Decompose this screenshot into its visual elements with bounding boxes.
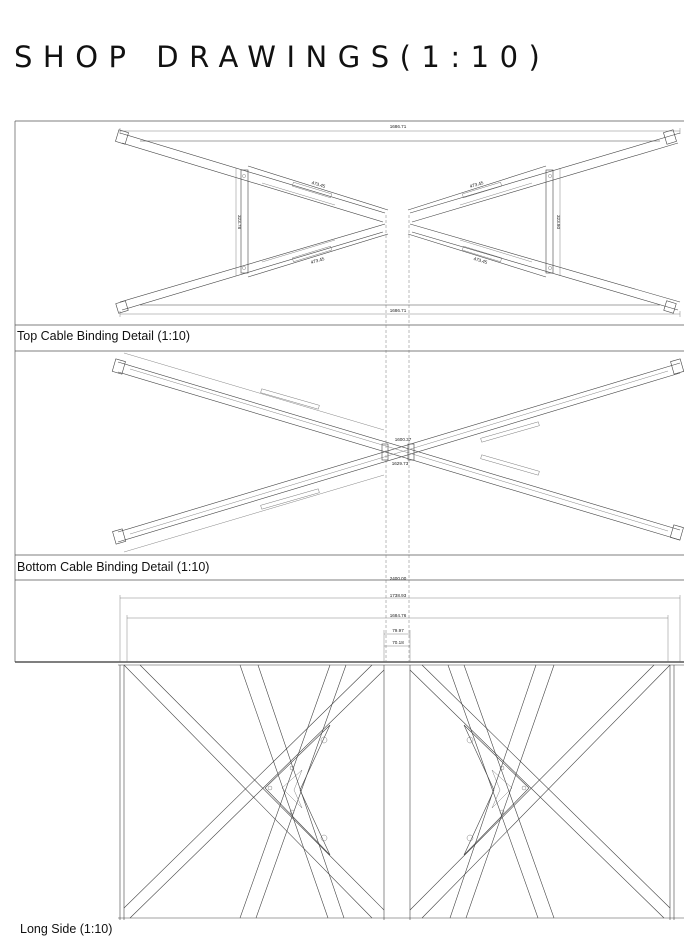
side-outer-dim: 1738.93 [389, 593, 407, 598]
top-beam-dim-upper-left: 473.45 [310, 180, 326, 190]
top-beam-dim-upper-right: 473.45 [469, 180, 485, 190]
bottom-diag-dim-upper: 1600.37 [394, 437, 412, 442]
side-total-dim: 2400.00 [389, 576, 407, 581]
top-beam-dim-lower-right: 473.45 [472, 256, 488, 266]
side-inner-dim: 1684.76 [389, 613, 407, 618]
caption-bottom-cable-binding: Bottom Cable Binding Detail (1:10) [17, 560, 210, 574]
top-height-dim-left: 323.78 [237, 214, 242, 230]
bottom-diag-dim-lower: 1629.73 [391, 461, 409, 466]
bottom-cable-binding-drawing [112, 353, 683, 552]
top-height-dim-right: 323.80 [556, 214, 561, 230]
top-cable-binding-drawing [115, 124, 680, 317]
top-overall-dim-lower: 1686.71 [389, 308, 407, 313]
caption-long-side: Long Side (1:10) [20, 922, 113, 936]
top-beam-dim-lower-left: 473.45 [310, 256, 326, 266]
top-overall-dim-upper: 1686.71 [389, 124, 407, 129]
side-gap-inner-dim: 70.18 [392, 640, 404, 645]
caption-top-cable-binding: Top Cable Binding Detail (1:10) [17, 329, 191, 343]
page-title: SHOP DRAWINGS(1:10) [14, 40, 551, 74]
side-gap-outer-dim: 79.97 [392, 628, 404, 633]
long-side-drawing [118, 576, 684, 920]
